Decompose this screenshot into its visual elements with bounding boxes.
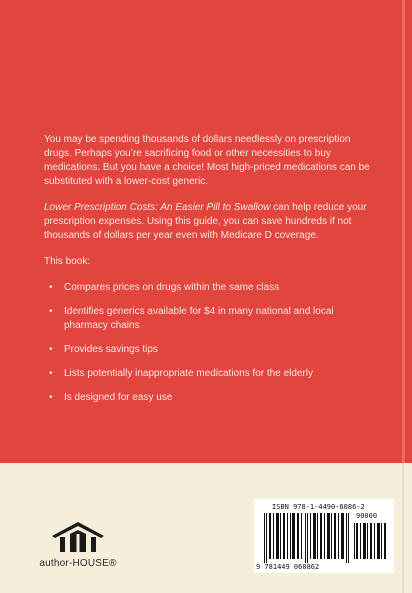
feature-list [44,281,374,405]
barcode-label [254,499,394,573]
supplement-barcode [354,523,386,559]
publisher-name: author‑HOUSE® [39,558,117,569]
house-book-icon [48,520,108,556]
ean-digits: 9 781449 060862 [256,563,320,571]
guide-paragraph [44,201,374,243]
feature-item: • Lists potentially inappropriate medications for the elderly [44,367,374,381]
guide-paragraph-rest: can help reduce your prescription expenses. Using this guide, you can save hundreds if not thousands of dollars per year even with Medicare D coverage. [44,202,367,241]
feature-item: • Compares prices on drugs within the same class [44,281,374,295]
feature-item: • Is designed for easy use [44,391,374,405]
intro-paragraph: You may be spending thousands of dollars needlessly on prescription drugs. Perhaps you’re sacrificing food or other necessities to buy medications. But you have a choice! Most high-priced medications can be substituted with a lower-cost generic. [44,134,370,187]
spine-edge-bottom [402,463,404,593]
feature-item: • Provides savings tips [44,343,374,357]
back-cover-blurb [44,133,374,415]
book-title-italic: Lower Prescription Costs: An Easier Pill to Swallow [44,202,271,213]
isbn-text: ISBN 978-1-4490-6086-2 [272,503,365,511]
this-book-label: This book: [44,256,91,267]
spine-edge [402,0,405,463]
ean-barcode [264,513,352,563]
feature-item: • Identifies generics available for $4 in many national and local pharmacy chains [44,305,374,333]
publisher-logo [36,520,120,570]
supplement-digits: 90000 [356,512,378,520]
